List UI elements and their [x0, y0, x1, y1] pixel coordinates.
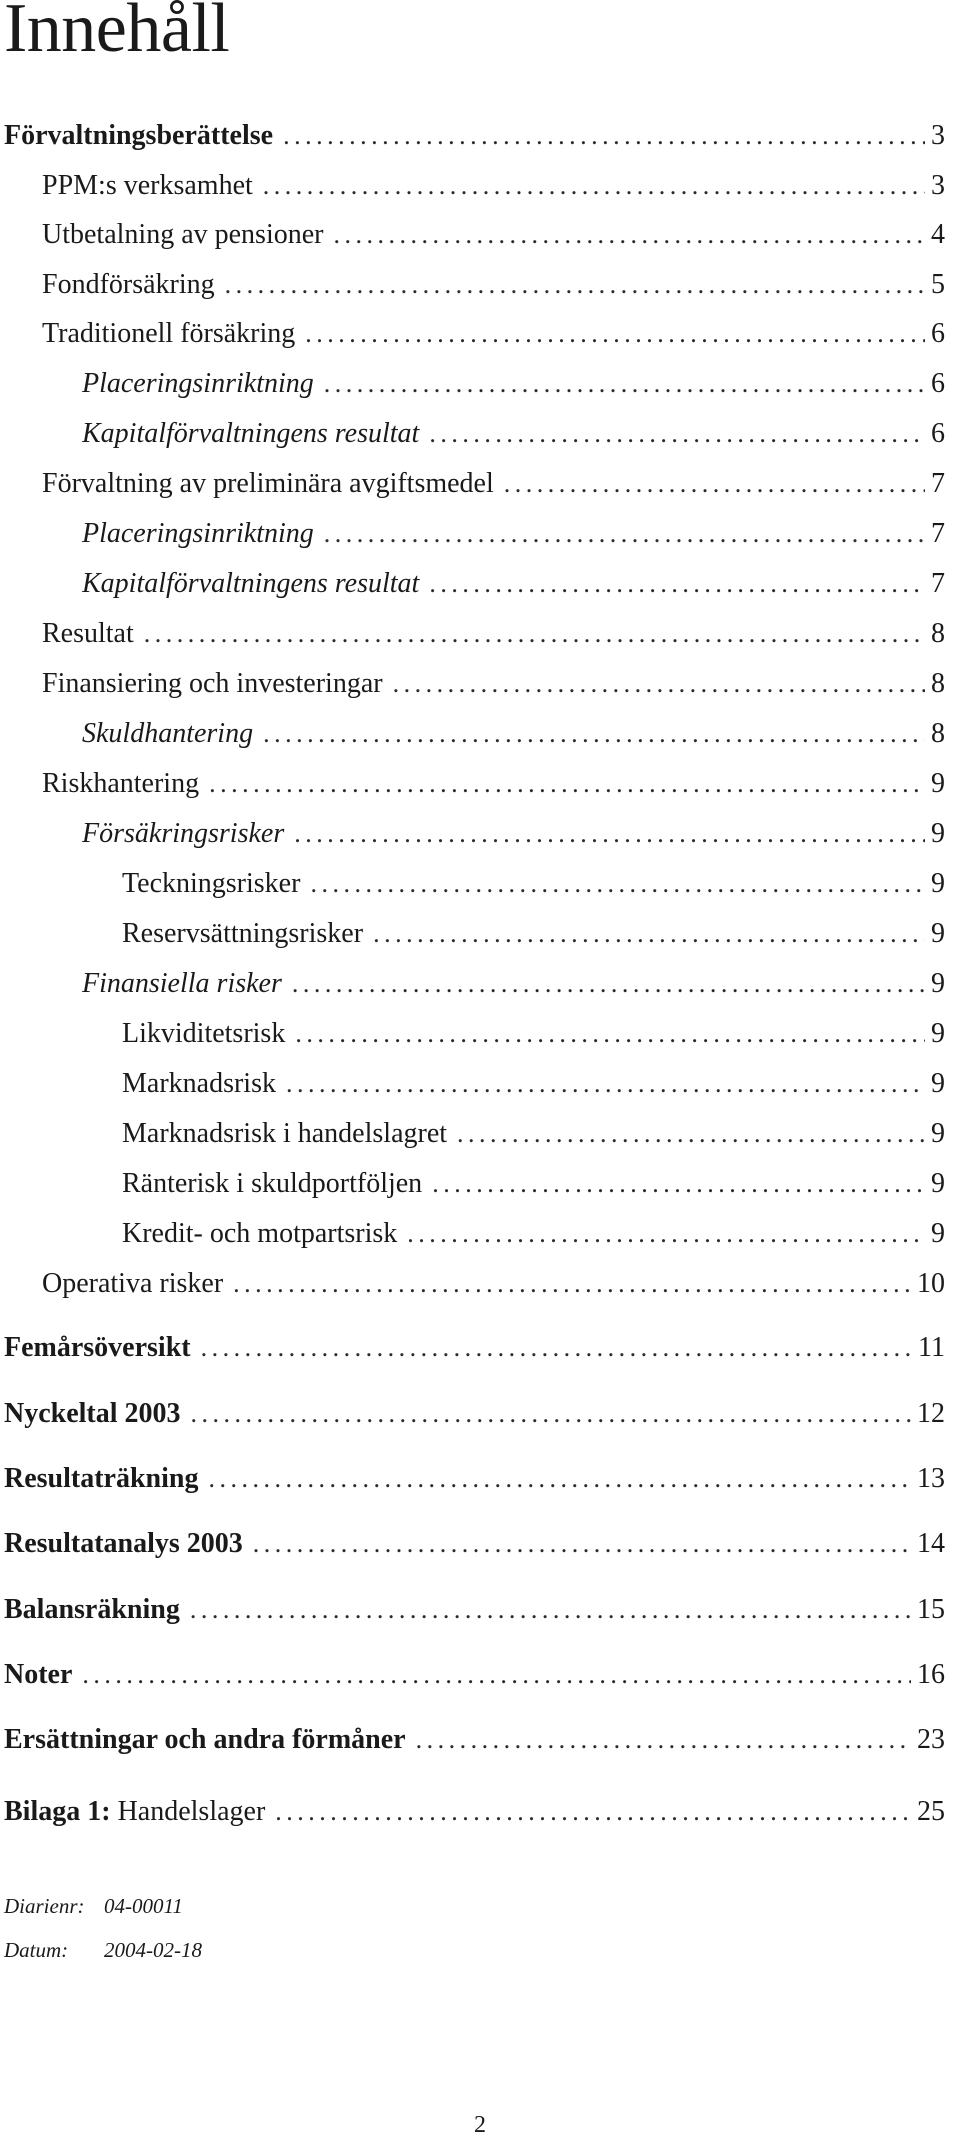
toc-leader-dots — [373, 914, 925, 954]
toc-entry-page: 7 — [931, 518, 945, 549]
toc-leader-dots — [324, 514, 925, 554]
toc-entry-label: Likviditetsrisk — [122, 1018, 286, 1049]
toc-entry-page: 9 — [931, 1118, 945, 1149]
toc-entry-label: Resultaträkning — [4, 1463, 199, 1494]
toc-leader-dots — [190, 1590, 911, 1630]
toc-leader-dots — [432, 1164, 925, 1204]
toc-leader-dots — [253, 1524, 911, 1564]
toc-entry-page: 9 — [931, 868, 945, 899]
toc-entry[interactable] — [82, 414, 945, 454]
toc-entry[interactable] — [4, 1394, 945, 1434]
toc-entry[interactable] — [42, 664, 945, 704]
toc-entry-label: Marknadsrisk — [122, 1068, 276, 1099]
toc-entry[interactable] — [4, 1655, 945, 1695]
toc-entry[interactable] — [82, 714, 945, 754]
toc-entry-page: 6 — [931, 368, 945, 399]
toc-entry[interactable] — [82, 364, 945, 404]
toc-entry-label: Teckningsrisker — [122, 868, 301, 899]
toc-entry-label: Fondförsäkring — [42, 269, 215, 300]
toc-entry[interactable] — [122, 1014, 945, 1054]
toc-entry-page: 23 — [917, 1724, 945, 1755]
toc-entry[interactable] — [82, 964, 945, 1004]
page-title: Innehåll — [4, 0, 230, 67]
page-number: 2 — [474, 2112, 486, 2138]
toc-leader-dots — [191, 1394, 911, 1434]
toc-entry-label: Riskhantering — [42, 768, 200, 799]
toc-entry-page: 7 — [931, 468, 945, 499]
toc-entry-page: 25 — [917, 1796, 945, 1827]
toc-entry-label: Ersättningar och andra förmåner — [4, 1724, 406, 1755]
toc-entry[interactable] — [4, 1328, 945, 1368]
toc-entry-label: Resultat — [42, 618, 134, 649]
toc-entry-page: 13 — [917, 1463, 945, 1494]
diarienr-value: 04-00011 — [104, 1894, 183, 1918]
toc-entry-page: 8 — [931, 718, 945, 749]
toc-entry-label: Finansiella risker — [82, 968, 282, 999]
toc-entry-page: 6 — [931, 318, 945, 349]
toc-entry-label: Kapitalförvaltningens resultat — [82, 568, 420, 599]
toc-entry-label: Placeringsinriktning — [82, 518, 314, 549]
toc-leader-dots — [208, 1459, 911, 1499]
toc-entry-page: 9 — [931, 818, 945, 849]
diarienr-label: Diarienr: — [4, 1894, 85, 1918]
toc-entry-page: 9 — [931, 968, 945, 999]
toc-entry[interactable] — [4, 1590, 945, 1630]
toc-leader-dots — [416, 1720, 911, 1760]
toc-leader-dots — [283, 116, 925, 156]
toc-leader-dots — [393, 664, 925, 704]
toc-entry-label: Placeringsinriktning — [82, 368, 314, 399]
toc-entry-label: Skuldhantering — [82, 718, 254, 749]
toc-entry-page: 10 — [917, 1268, 945, 1299]
toc-entry[interactable] — [82, 814, 945, 854]
toc-entry-page: 4 — [931, 219, 945, 250]
toc-entry[interactable] — [122, 1114, 945, 1154]
toc-entry-page: 9 — [931, 1168, 945, 1199]
toc-entry-prefix: Bilaga 1: — [4, 1796, 111, 1827]
toc-entry-page: 15 — [917, 1594, 945, 1625]
toc-entry-page: 8 — [931, 668, 945, 699]
toc-entry-page: 7 — [931, 568, 945, 599]
toc-entry-label: Marknadsrisk i handelslagret — [122, 1118, 448, 1149]
toc-leader-dots — [292, 964, 925, 1004]
toc-entry[interactable] — [42, 314, 945, 354]
toc-entry-page: 5 — [931, 269, 945, 300]
toc-leader-dots — [504, 464, 925, 504]
toc-entry[interactable] — [42, 265, 945, 305]
toc-entry[interactable] — [122, 914, 945, 954]
toc-leader-dots — [324, 364, 925, 404]
toc-entry-label: Nyckeltal 2003 — [4, 1398, 181, 1429]
toc-entry[interactable] — [82, 514, 945, 554]
toc-entry[interactable] — [4, 1720, 945, 1760]
toc-leader-dots — [286, 1064, 925, 1104]
diarienr-line — [4, 1893, 183, 1919]
toc-entry-label: Resultatanalys 2003 — [4, 1528, 243, 1559]
datum-label: Datum: — [4, 1938, 69, 1962]
toc-entry[interactable] — [122, 1214, 945, 1254]
toc-entry[interactable] — [82, 564, 945, 604]
toc-entry-page: 12 — [917, 1398, 945, 1429]
toc-leader-dots — [295, 1014, 925, 1054]
toc-entry[interactable] — [122, 1064, 945, 1104]
toc-entry[interactable] — [122, 1164, 945, 1204]
toc-entry-label: PPM:s verksamhet — [42, 170, 253, 201]
toc-entry-label: Femårsöversikt — [4, 1332, 191, 1363]
toc-leader-dots — [82, 1655, 911, 1695]
toc-entry-label: Ränterisk i skuldportföljen — [122, 1168, 423, 1199]
toc-leader-dots — [407, 1214, 925, 1254]
toc-entry[interactable] — [42, 764, 945, 804]
toc-entry-label: Kapitalförvaltningens resultat — [82, 418, 420, 449]
toc-leader-dots — [305, 314, 925, 354]
toc-entry[interactable] — [4, 1524, 945, 1564]
toc-entry-label — [4, 1792, 265, 1832]
toc-leader-dots — [294, 814, 925, 854]
toc-entry[interactable] — [42, 614, 945, 654]
toc-leader-dots — [225, 265, 925, 305]
toc-entry[interactable] — [4, 1792, 945, 1832]
toc-entry-page: 9 — [931, 1068, 945, 1099]
toc-entry-page: 3 — [931, 120, 945, 151]
toc-entry-page: 9 — [931, 1218, 945, 1249]
toc-entry-label: Förvaltning av preliminära avgiftsmedel — [42, 468, 494, 499]
toc-entry[interactable] — [42, 464, 945, 504]
toc-entry-page: 3 — [931, 170, 945, 201]
toc-entry-page: 6 — [931, 418, 945, 449]
toc-entry-label-text: Handelslager — [117, 1796, 266, 1827]
toc-entry-label: Reservsättningsrisker — [122, 918, 364, 949]
toc-leader-dots — [209, 764, 925, 804]
toc-entry[interactable] — [42, 166, 945, 206]
toc-leader-dots — [429, 414, 925, 454]
toc-leader-dots — [275, 1792, 911, 1832]
toc-leader-dots — [263, 714, 925, 754]
toc-leader-dots — [457, 1114, 925, 1154]
toc-entry-label: Finansiering och investeringar — [42, 668, 383, 699]
toc-leader-dots — [310, 864, 925, 904]
datum-line — [4, 1937, 202, 1963]
toc-entry-label: Utbetalning av pensioner — [42, 219, 324, 250]
toc-entry-page: 9 — [931, 1018, 945, 1049]
toc-leader-dots — [333, 215, 925, 255]
toc-entry-page: 8 — [931, 618, 945, 649]
toc-entry-label: Noter — [4, 1659, 73, 1690]
toc-entry[interactable] — [42, 215, 945, 255]
toc-entry-label: Operativa risker — [42, 1268, 224, 1299]
toc-leader-dots — [263, 166, 925, 206]
toc-leader-dots — [429, 564, 925, 604]
toc-entry-page: 16 — [917, 1659, 945, 1690]
toc-entry-page: 14 — [917, 1528, 945, 1559]
toc-entry[interactable] — [42, 1264, 945, 1304]
datum-value: 2004-02-18 — [104, 1938, 202, 1962]
toc-entry-label: Balansräkning — [4, 1594, 180, 1625]
toc-leader-dots — [144, 614, 925, 654]
toc-entry-page: 11 — [918, 1332, 945, 1363]
toc-leader-dots — [201, 1328, 912, 1368]
toc-entry[interactable] — [4, 116, 945, 156]
toc-entry-label: Försäkringsrisker — [82, 818, 285, 849]
toc-entry[interactable] — [4, 1459, 945, 1499]
toc-entry-page: 9 — [931, 768, 945, 799]
toc-entry[interactable] — [122, 864, 945, 904]
toc-leader-dots — [233, 1264, 911, 1304]
toc-entry-label: Traditionell försäkring — [42, 318, 296, 349]
toc-entry-label: Kredit- och motpartsrisk — [122, 1218, 398, 1249]
toc-entry-label: Förvaltningsberättelse — [4, 120, 274, 151]
toc-entry-page: 9 — [931, 918, 945, 949]
